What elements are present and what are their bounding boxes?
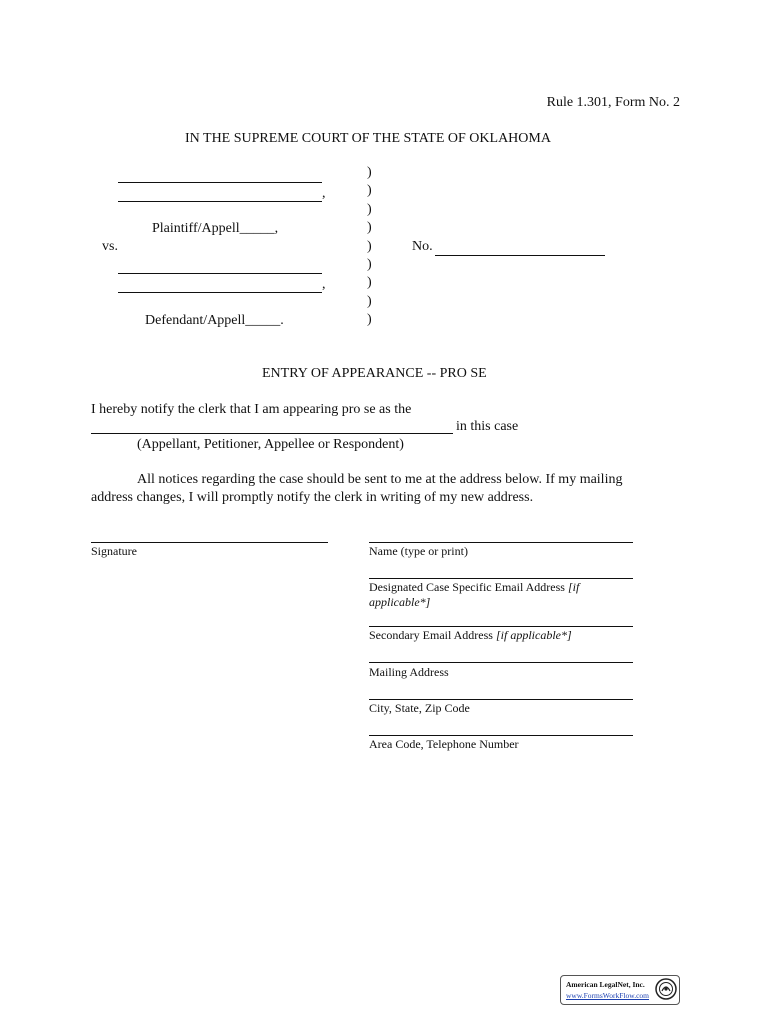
case-number-label: No. xyxy=(412,239,433,254)
case-number-field[interactable] xyxy=(435,255,605,256)
email-2-label-text: Secondary Email Address xyxy=(369,628,496,642)
paren: ) xyxy=(367,201,372,217)
signature-field[interactable] xyxy=(91,542,328,543)
court-heading: IN THE SUPREME COURT OF THE STATE OF OKLAHOMA xyxy=(185,131,551,146)
email-1-label-italic-cont: applicable*] xyxy=(369,595,431,609)
footer-badge[interactable] xyxy=(560,975,680,1005)
name-label: Name (type or print) xyxy=(369,544,468,558)
plaintiff-line-1[interactable] xyxy=(118,182,322,183)
mailing-address-label: Mailing Address xyxy=(369,665,449,679)
phone-field[interactable] xyxy=(369,735,633,736)
paren: ) xyxy=(367,312,372,328)
paren: ) xyxy=(367,220,372,236)
phone-label: Area Code, Telephone Number xyxy=(369,737,519,751)
email-2-field[interactable] xyxy=(369,626,633,627)
role-options-text: (Appellant, Petitioner, Appellee or Respondent) xyxy=(137,437,404,452)
rule-reference: Rule 1.301, Form No. 2 xyxy=(546,95,680,110)
paren: ) xyxy=(367,275,372,291)
name-field[interactable] xyxy=(369,542,633,543)
email-1-label xyxy=(369,580,579,595)
email-1-label-text: Designated Case Specific Email Address xyxy=(369,580,568,594)
paren: ) xyxy=(367,257,372,273)
email-1-label-cont xyxy=(369,595,430,610)
email-2-label xyxy=(369,628,572,643)
plaintiff-comma: , xyxy=(322,186,326,201)
notify-text: I hereby notify the clerk that I am appearing pro se as the xyxy=(91,402,412,417)
caption-paren-column xyxy=(367,164,372,330)
notices-text-line-2: address changes, I will promptly notify the clerk in writing of my new address. xyxy=(91,490,534,505)
defendant-line-2[interactable] xyxy=(118,292,322,293)
mailing-address-field[interactable] xyxy=(369,662,633,663)
paren: ) xyxy=(367,165,372,180)
in-this-case-text: in this case xyxy=(456,419,519,434)
paren: ) xyxy=(367,183,372,199)
footer-url[interactable]: www.FormsWorkFlow.com xyxy=(566,991,650,1000)
role-field[interactable] xyxy=(91,433,453,434)
document-title: ENTRY OF APPEARANCE -- PRO SE xyxy=(262,366,487,381)
company-seal-icon xyxy=(655,978,677,1000)
email-1-field[interactable] xyxy=(369,578,633,579)
defendant-line-1[interactable] xyxy=(118,273,322,274)
email-2-label-italic: [if applicable*] xyxy=(495,628,572,642)
plaintiff-label: Plaintiff/Appell_____, xyxy=(152,221,279,236)
defendant-label: Defendant/Appell_____. xyxy=(145,313,284,328)
defendant-comma: , xyxy=(322,277,326,292)
footer-company: American LegalNet, Inc. xyxy=(566,980,645,989)
city-state-zip-field[interactable] xyxy=(369,699,633,700)
notices-text-line-1: All notices regarding the case should be sent to me at the address below. If my mailing xyxy=(137,472,623,487)
plaintiff-line-2[interactable] xyxy=(118,201,322,202)
vs-label: vs. xyxy=(102,239,118,254)
signature-label: Signature xyxy=(91,544,137,558)
paren: ) xyxy=(367,293,372,309)
email-1-label-italic: [if xyxy=(567,580,580,594)
city-state-zip-label: City, State, Zip Code xyxy=(369,701,470,715)
paren: ) xyxy=(367,238,372,254)
